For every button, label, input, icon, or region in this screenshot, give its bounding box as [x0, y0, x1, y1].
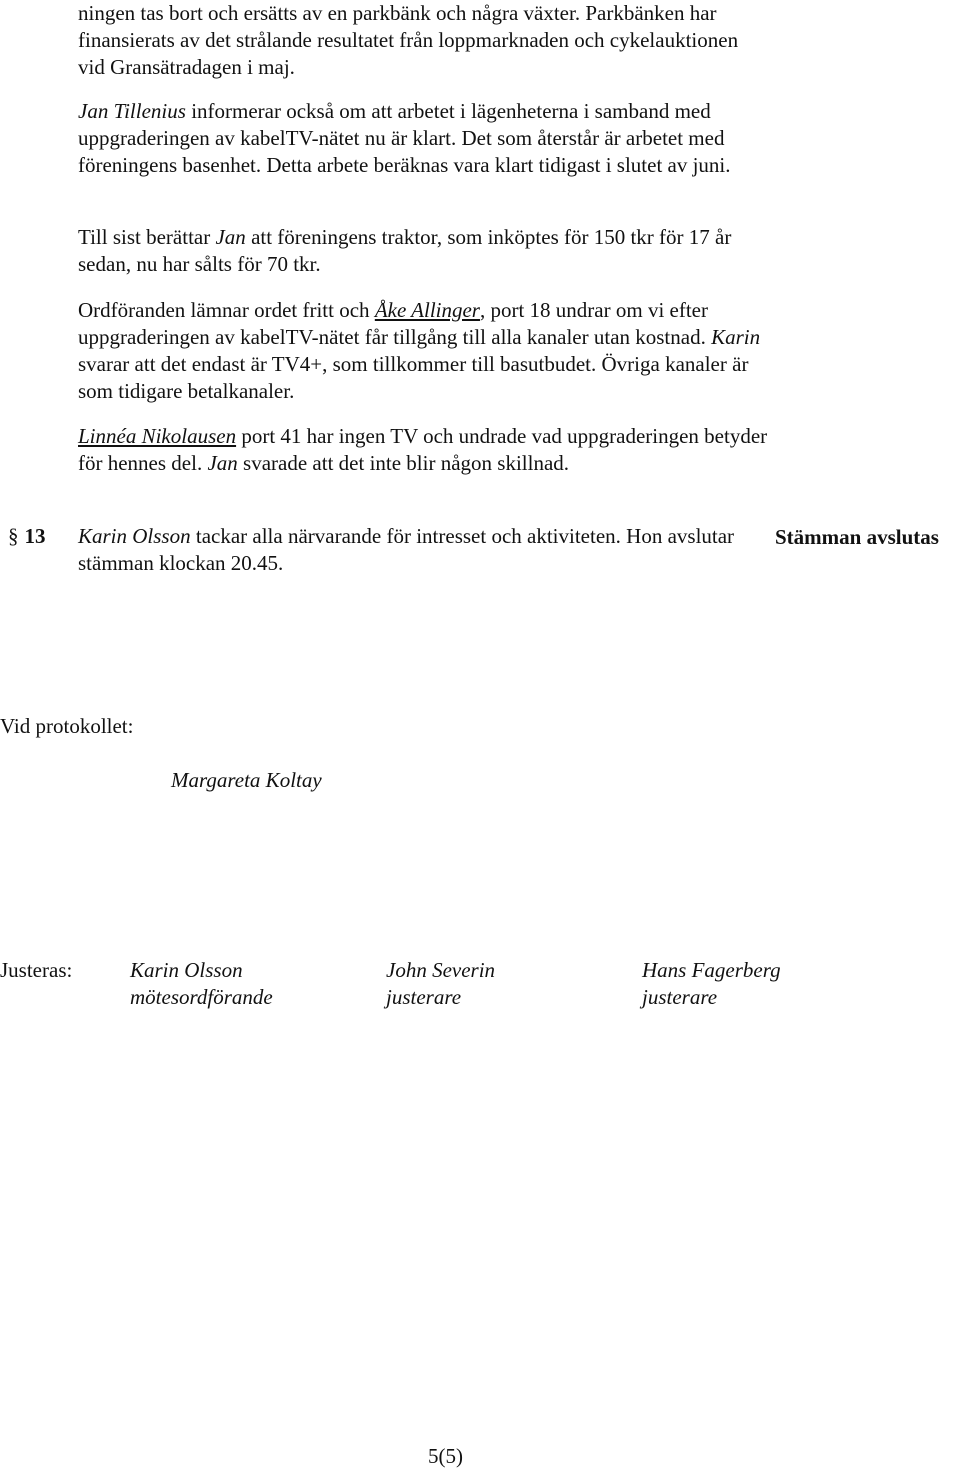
paragraph-open-floor	[78, 297, 768, 405]
person-name: Karin	[711, 325, 761, 349]
paragraph-text: ningen tas bort och ersätts av en parkbänk och några växter. Parkbänken har finansierats av det strålande resultatet från loppmarknaden och cykelauktionen vid Gransätradagen i maj.	[78, 1, 739, 79]
signer-role: justerare	[386, 985, 462, 1009]
signer-block	[386, 957, 626, 1011]
section-number-value: 13	[24, 524, 46, 548]
paragraph-park-bench	[78, 0, 768, 81]
person-name: Karin Olsson	[78, 524, 191, 548]
paragraph-text: tackar alla närvarande för intresset och aktiviteten. Hon avslutar stämman klockan 20.45.	[78, 524, 735, 575]
person-name: Jan	[207, 451, 238, 475]
paragraph-text: port 41 har ingen TV och undrade vad uppgraderingen betyder för hennes del.	[78, 424, 768, 475]
paragraph-cable-tv	[78, 98, 768, 179]
signer-name: Hans Fagerberg	[642, 958, 781, 982]
paragraph-text: Ordföranden lämnar ordet fritt och	[78, 298, 375, 322]
protocol-label: Vid protokollet:	[0, 714, 134, 738]
page-number: 5(5)	[428, 1444, 463, 1468]
verification-label: Justeras:	[0, 958, 73, 982]
paragraph-no-tv	[78, 423, 768, 477]
signer-name: John Severin	[386, 958, 496, 982]
section-mark: §	[8, 524, 19, 548]
paragraph-closing	[78, 523, 768, 577]
person-name: Jan	[215, 225, 246, 249]
protocol-signer: Margareta Koltay	[171, 768, 322, 792]
paragraph-text: Till sist berättar	[78, 225, 216, 249]
paragraph-text: informerar också om att arbetet i lägenheterna i samband med uppgraderingen av kabelTV-nätet nu är klart. Det som återstår är arbetet med föreningens basenhet. Detta arbete beräknas vara klart tidigast i slutet av juni.	[78, 99, 731, 177]
margin-note-meeting-closed: Stämman avslutas	[775, 525, 939, 549]
signer-block	[130, 957, 370, 1011]
paragraph-text: , port 18 undrar om vi efter uppgraderingen av kabelTV-nätet får tillgång till alla kanaler utan kostnad.	[78, 298, 712, 349]
person-name: Åke Allinger	[374, 298, 480, 322]
paragraph-tractor	[78, 224, 768, 278]
signer-role: justerare	[642, 985, 718, 1009]
paragraph-text: att föreningens traktor, som inköptes för 150 tkr för 17 år sedan, nu har sålts för 70 tkr.	[78, 225, 732, 276]
paragraph-text: svarar att det endast är TV4+, som tillkommer till basutbudet. Övriga kanaler är som tidigare betalkanaler.	[78, 352, 749, 403]
signer-block	[642, 957, 882, 1011]
paragraph-text: svarade att det inte blir någon skillnad.	[237, 451, 570, 475]
person-name: Jan Tillenius	[78, 99, 186, 123]
signer-role: mötesordförande	[130, 985, 273, 1009]
person-name: Linnéa Nikolausen	[78, 424, 237, 448]
section-number	[8, 523, 46, 550]
signer-name: Karin Olsson	[130, 958, 243, 982]
